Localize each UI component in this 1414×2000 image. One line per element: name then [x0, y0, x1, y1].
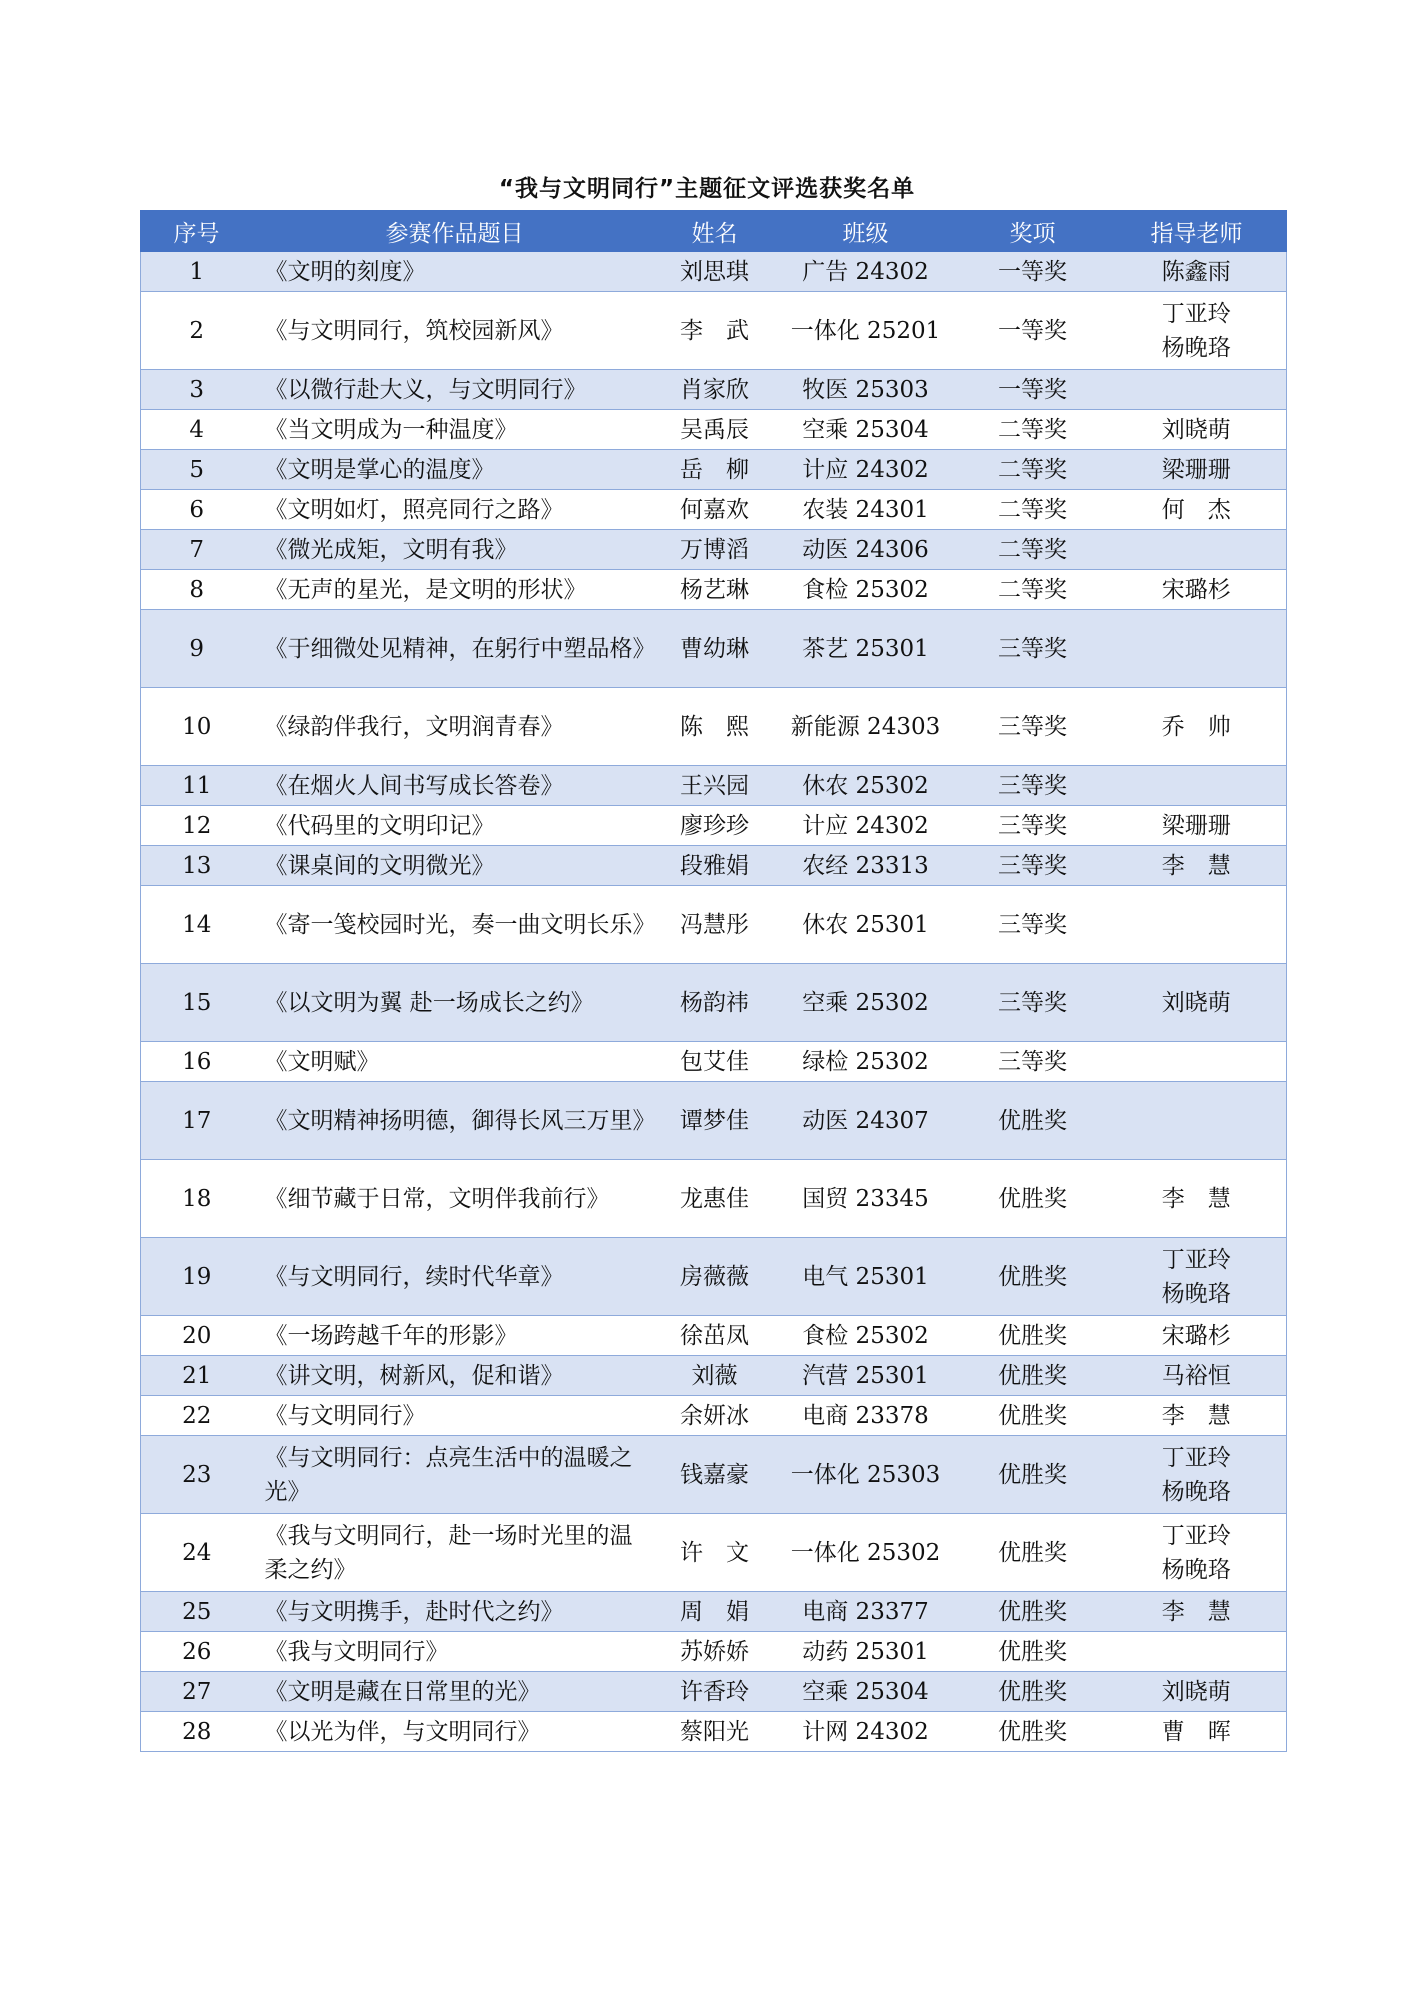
cell-advisor [1107, 1592, 1287, 1632]
cell-award: 二等奖 [959, 490, 1107, 530]
cell-work-title: 《与文明同行，筑校园新风》 [253, 292, 657, 370]
cell-index: 2 [141, 292, 253, 370]
advisor-name: 陈鑫雨 [1161, 258, 1231, 285]
cell-award: 一等奖 [959, 370, 1107, 410]
header-work-title: 参赛作品题目 [253, 211, 657, 252]
cell-index: 12 [141, 806, 253, 846]
cell-work-title: 《微光成矩，文明有我》 [253, 530, 657, 570]
advisor-name: 李 慧 [1161, 1402, 1231, 1429]
cell-advisor [1107, 846, 1287, 886]
cell-work-title: 《一场跨越千年的形影》 [253, 1316, 657, 1356]
cell-award: 二等奖 [959, 450, 1107, 490]
cell-name: 许香玲 [657, 1672, 773, 1712]
table-row [141, 1436, 1287, 1514]
cell-index: 10 [141, 688, 253, 766]
cell-name: 苏娇娇 [657, 1632, 773, 1672]
cell-class: 食检 25302 [773, 1316, 959, 1356]
cell-index: 23 [141, 1436, 253, 1514]
cell-award: 优胜奖 [959, 1592, 1107, 1632]
cell-work-title: 《我与文明同行，赴一场时光里的温柔之约》 [253, 1514, 657, 1592]
cell-name: 肖家欣 [657, 370, 773, 410]
cell-index: 27 [141, 1672, 253, 1712]
advisor-name: 杨晚珞 [1161, 1478, 1231, 1505]
table-row [141, 490, 1287, 530]
cell-work-title: 《绿韵伴我行，文明润青春》 [253, 688, 657, 766]
cell-class: 空乘 25304 [773, 410, 959, 450]
cell-award: 优胜奖 [959, 1632, 1107, 1672]
cell-award: 二等奖 [959, 530, 1107, 570]
cell-class: 电商 23378 [773, 1396, 959, 1436]
advisor-name: 李 慧 [1161, 1185, 1231, 1212]
cell-work-title: 《我与文明同行》 [253, 1632, 657, 1672]
table-row [141, 410, 1287, 450]
cell-index: 26 [141, 1632, 253, 1672]
award-table [140, 210, 1287, 1752]
cell-class: 计应 24302 [773, 806, 959, 846]
cell-name: 杨艺琳 [657, 570, 773, 610]
cell-award: 优胜奖 [959, 1396, 1107, 1436]
cell-name: 何嘉欢 [657, 490, 773, 530]
cell-name: 徐茁凤 [657, 1316, 773, 1356]
table-row [141, 370, 1287, 410]
cell-advisor [1107, 1436, 1287, 1514]
cell-index: 6 [141, 490, 253, 530]
cell-advisor [1107, 1160, 1287, 1238]
cell-class: 休农 25301 [773, 886, 959, 964]
table-header-row [141, 211, 1287, 252]
advisor-name: 刘晓萌 [1161, 1678, 1231, 1705]
cell-work-title: 《于细微处见精神，在躬行中塑品格》 [253, 610, 657, 688]
cell-award: 优胜奖 [959, 1672, 1107, 1712]
cell-name: 房薇薇 [657, 1238, 773, 1316]
cell-index: 20 [141, 1316, 253, 1356]
cell-award: 三等奖 [959, 886, 1107, 964]
table-row [141, 1514, 1287, 1592]
table-row [141, 1238, 1287, 1316]
cell-work-title: 《文明如灯，照亮同行之路》 [253, 490, 657, 530]
cell-index: 22 [141, 1396, 253, 1436]
cell-work-title: 《在烟火人间书写成长答卷》 [253, 766, 657, 806]
cell-work-title: 《文明是掌心的温度》 [253, 450, 657, 490]
cell-advisor [1107, 1396, 1287, 1436]
cell-index: 11 [141, 766, 253, 806]
cell-advisor [1107, 1712, 1287, 1752]
cell-name: 钱嘉豪 [657, 1436, 773, 1514]
cell-index: 1 [141, 252, 253, 292]
header-class: 班级 [773, 211, 959, 252]
cell-index: 9 [141, 610, 253, 688]
cell-name: 曹幼琳 [657, 610, 773, 688]
table-row [141, 570, 1287, 610]
cell-work-title: 《与文明同行》 [253, 1396, 657, 1436]
cell-index: 25 [141, 1592, 253, 1632]
cell-class: 一体化 25303 [773, 1436, 959, 1514]
cell-class: 一体化 25201 [773, 292, 959, 370]
cell-name: 万博滔 [657, 530, 773, 570]
table-row [141, 1592, 1287, 1632]
cell-award: 三等奖 [959, 1042, 1107, 1082]
cell-index: 3 [141, 370, 253, 410]
cell-award: 三等奖 [959, 610, 1107, 688]
cell-index: 24 [141, 1514, 253, 1592]
table-row [141, 252, 1287, 292]
cell-class: 动医 24307 [773, 1082, 959, 1160]
table-row [141, 1042, 1287, 1082]
cell-work-title: 《与文明携手，赴时代之约》 [253, 1592, 657, 1632]
cell-work-title: 《以光为伴，与文明同行》 [253, 1712, 657, 1752]
cell-index: 18 [141, 1160, 253, 1238]
cell-award: 二等奖 [959, 570, 1107, 610]
cell-name: 段雅娟 [657, 846, 773, 886]
cell-class: 国贸 23345 [773, 1160, 959, 1238]
cell-name: 吴禹辰 [657, 410, 773, 450]
cell-advisor [1107, 252, 1287, 292]
cell-name: 许 文 [657, 1514, 773, 1592]
cell-award: 三等奖 [959, 964, 1107, 1042]
cell-work-title: 《以文明为翼 赴一场成长之约》 [253, 964, 657, 1042]
advisor-name: 丁亚玲 [1161, 1444, 1231, 1471]
table-row [141, 1356, 1287, 1396]
cell-index: 4 [141, 410, 253, 450]
cell-name: 龙惠佳 [657, 1160, 773, 1238]
cell-award: 优胜奖 [959, 1316, 1107, 1356]
cell-name: 蔡阳光 [657, 1712, 773, 1752]
cell-name: 李 武 [657, 292, 773, 370]
cell-name: 廖珍珍 [657, 806, 773, 846]
cell-class: 休农 25302 [773, 766, 959, 806]
table-row [141, 1316, 1287, 1356]
cell-class: 计应 24302 [773, 450, 959, 490]
cell-work-title: 《寄一笺校园时光，奏一曲文明长乐》 [253, 886, 657, 964]
cell-class: 牧医 25303 [773, 370, 959, 410]
cell-award: 三等奖 [959, 846, 1107, 886]
table-row [141, 688, 1287, 766]
table-body [141, 252, 1287, 1752]
cell-class: 食检 25302 [773, 570, 959, 610]
cell-advisor [1107, 1082, 1287, 1160]
table-row [141, 1082, 1287, 1160]
cell-award: 优胜奖 [959, 1082, 1107, 1160]
advisor-name: 李 慧 [1161, 852, 1231, 879]
cell-award: 优胜奖 [959, 1238, 1107, 1316]
advisor-name: 丁亚玲 [1161, 300, 1231, 327]
advisor-name: 刘晓萌 [1161, 416, 1231, 443]
cell-advisor [1107, 1042, 1287, 1082]
cell-advisor [1107, 688, 1287, 766]
advisor-name: 何 杰 [1161, 496, 1231, 523]
cell-advisor [1107, 370, 1287, 410]
cell-award: 优胜奖 [959, 1436, 1107, 1514]
header-name: 姓名 [657, 211, 773, 252]
cell-class: 绿检 25302 [773, 1042, 959, 1082]
table-row [141, 610, 1287, 688]
cell-work-title: 《与文明同行，续时代华章》 [253, 1238, 657, 1316]
cell-class: 新能源 24303 [773, 688, 959, 766]
cell-advisor [1107, 292, 1287, 370]
cell-class: 动药 25301 [773, 1632, 959, 1672]
cell-award: 优胜奖 [959, 1514, 1107, 1592]
cell-index: 17 [141, 1082, 253, 1160]
cell-class: 一体化 25302 [773, 1514, 959, 1592]
cell-work-title: 《代码里的文明印记》 [253, 806, 657, 846]
advisor-name: 杨晚珞 [1161, 1280, 1231, 1307]
cell-advisor [1107, 886, 1287, 964]
cell-index: 8 [141, 570, 253, 610]
header-award: 奖项 [959, 211, 1107, 252]
cell-index: 5 [141, 450, 253, 490]
cell-award: 优胜奖 [959, 1712, 1107, 1752]
cell-name: 王兴园 [657, 766, 773, 806]
cell-advisor [1107, 1238, 1287, 1316]
cell-advisor [1107, 1514, 1287, 1592]
cell-advisor [1107, 806, 1287, 846]
cell-class: 农装 24301 [773, 490, 959, 530]
advisor-name: 马裕恒 [1161, 1362, 1231, 1389]
advisor-name: 宋璐杉 [1161, 1322, 1231, 1349]
cell-advisor [1107, 1356, 1287, 1396]
cell-advisor [1107, 964, 1287, 1042]
cell-name: 陈 熙 [657, 688, 773, 766]
table-row [141, 1672, 1287, 1712]
cell-class: 汽营 25301 [773, 1356, 959, 1396]
cell-class: 计网 24302 [773, 1712, 959, 1752]
cell-class: 广告 24302 [773, 252, 959, 292]
advisor-name: 杨晚珞 [1161, 334, 1231, 361]
cell-name: 刘薇 [657, 1356, 773, 1396]
cell-work-title: 《文明的刻度》 [253, 252, 657, 292]
cell-work-title: 《文明赋》 [253, 1042, 657, 1082]
table-row [141, 1712, 1287, 1752]
cell-advisor [1107, 530, 1287, 570]
cell-index: 7 [141, 530, 253, 570]
cell-index: 13 [141, 846, 253, 886]
cell-work-title: 《讲文明，树新风，促和谐》 [253, 1356, 657, 1396]
cell-advisor [1107, 1632, 1287, 1672]
cell-name: 刘思琪 [657, 252, 773, 292]
cell-index: 19 [141, 1238, 253, 1316]
table-row [141, 530, 1287, 570]
cell-advisor [1107, 450, 1287, 490]
cell-advisor [1107, 610, 1287, 688]
cell-class: 茶艺 25301 [773, 610, 959, 688]
advisor-name: 刘晓萌 [1161, 989, 1231, 1016]
advisor-name: 梁珊珊 [1161, 456, 1231, 483]
cell-award: 三等奖 [959, 766, 1107, 806]
table-row [141, 846, 1287, 886]
table-row [141, 1396, 1287, 1436]
cell-name: 包艾佳 [657, 1042, 773, 1082]
cell-advisor [1107, 570, 1287, 610]
header-advisor: 指导老师 [1107, 211, 1287, 252]
cell-advisor [1107, 1316, 1287, 1356]
cell-work-title: 《文明精神扬明德，御得长风三万里》 [253, 1082, 657, 1160]
cell-advisor [1107, 1672, 1287, 1712]
cell-work-title: 《细节藏于日常，文明伴我前行》 [253, 1160, 657, 1238]
cell-name: 冯慧彤 [657, 886, 773, 964]
cell-class: 空乘 25304 [773, 1672, 959, 1712]
cell-award: 一等奖 [959, 292, 1107, 370]
cell-work-title: 《课桌间的文明微光》 [253, 846, 657, 886]
table-row [141, 292, 1287, 370]
cell-award: 优胜奖 [959, 1356, 1107, 1396]
cell-award: 一等奖 [959, 252, 1107, 292]
table-row [141, 806, 1287, 846]
cell-name: 周 娟 [657, 1592, 773, 1632]
advisor-name: 丁亚玲 [1161, 1246, 1231, 1273]
cell-name: 岳 柳 [657, 450, 773, 490]
cell-index: 14 [141, 886, 253, 964]
cell-advisor [1107, 490, 1287, 530]
cell-index: 21 [141, 1356, 253, 1396]
cell-name: 杨韵祎 [657, 964, 773, 1042]
cell-award: 优胜奖 [959, 1160, 1107, 1238]
advisor-name: 乔 帅 [1161, 713, 1231, 740]
cell-index: 16 [141, 1042, 253, 1082]
table-row [141, 450, 1287, 490]
cell-name: 谭梦佳 [657, 1082, 773, 1160]
advisor-name: 梁珊珊 [1161, 812, 1231, 839]
cell-index: 15 [141, 964, 253, 1042]
table-row [141, 1160, 1287, 1238]
table-row [141, 766, 1287, 806]
advisor-name: 宋璐杉 [1161, 576, 1231, 603]
table-row [141, 1632, 1287, 1672]
cell-work-title: 《以微行赴大义，与文明同行》 [253, 370, 657, 410]
cell-class: 动医 24306 [773, 530, 959, 570]
cell-award: 三等奖 [959, 806, 1107, 846]
advisor-name: 丁亚玲 [1161, 1522, 1231, 1549]
cell-work-title: 《当文明成为一种温度》 [253, 410, 657, 450]
cell-class: 农经 23313 [773, 846, 959, 886]
cell-index: 28 [141, 1712, 253, 1752]
advisor-name: 曹 晖 [1161, 1718, 1231, 1745]
cell-advisor [1107, 410, 1287, 450]
advisor-name: 李 慧 [1161, 1598, 1231, 1625]
table-row [141, 886, 1287, 964]
cell-work-title: 《文明是藏在日常里的光》 [253, 1672, 657, 1712]
cell-class: 电商 23377 [773, 1592, 959, 1632]
cell-advisor [1107, 766, 1287, 806]
document-title: “我与文明同行”主题征文评选获奖名单 [498, 176, 916, 202]
cell-work-title: 《与文明同行：点亮生活中的温暖之光》 [253, 1436, 657, 1514]
cell-name: 余妍冰 [657, 1396, 773, 1436]
cell-class: 空乘 25302 [773, 964, 959, 1042]
advisor-name: 杨晚珞 [1161, 1556, 1231, 1583]
cell-award: 三等奖 [959, 688, 1107, 766]
cell-work-title: 《无声的星光，是文明的形状》 [253, 570, 657, 610]
cell-class: 电气 25301 [773, 1238, 959, 1316]
table-row [141, 964, 1287, 1042]
cell-award: 二等奖 [959, 410, 1107, 450]
header-index: 序号 [141, 211, 253, 252]
